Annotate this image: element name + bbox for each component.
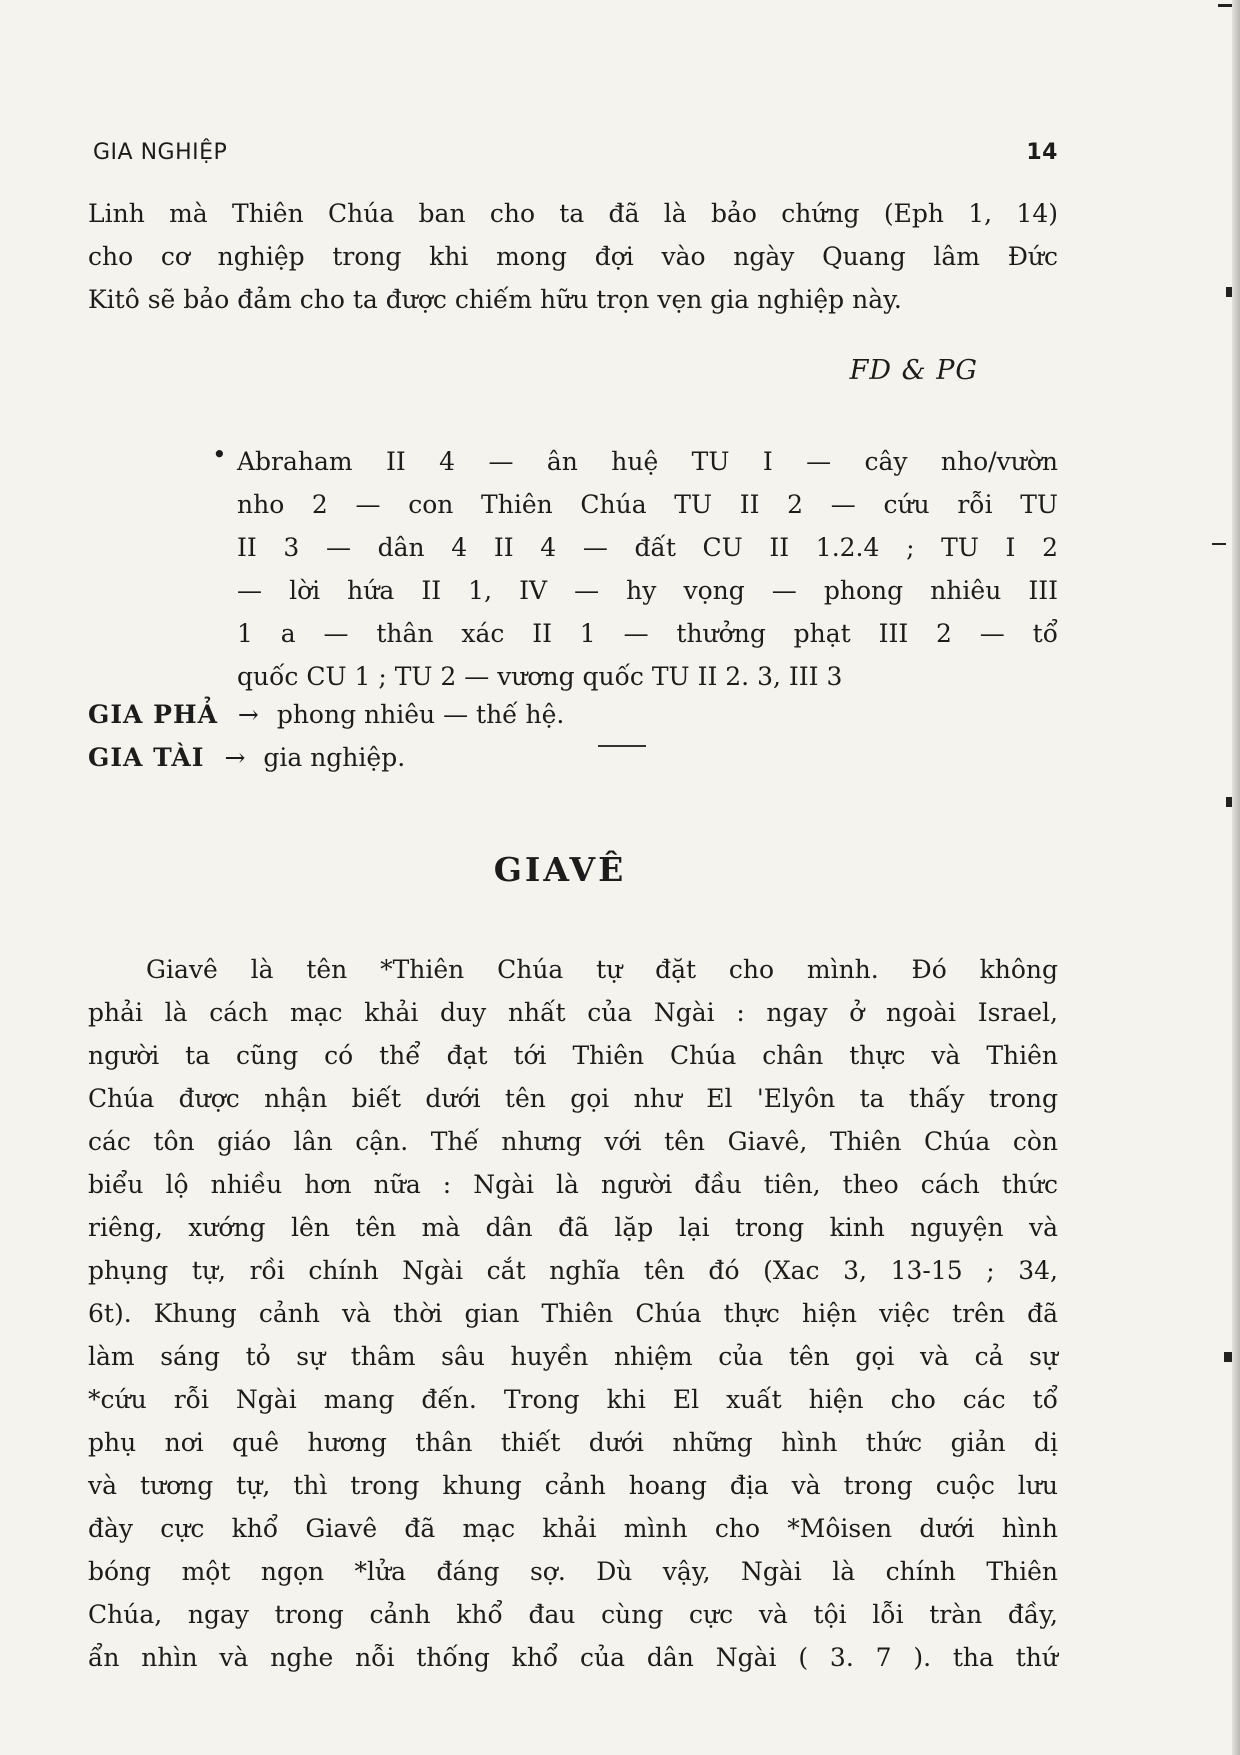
index-line: quốc CU 1 ; TU 2 — vương quốc TU II 2. 3, III 3 — [237, 662, 843, 691]
index-line: Abraham II 4 — ân huệ TU I — cây nho/vườn — [237, 447, 1058, 476]
section-title: GIAVÊ — [493, 850, 627, 889]
index-line: 1 a — thân xác II 1 — thưởng phạt III 2 — tổ — [237, 619, 1058, 648]
index-line: — lời hứa II 1, IV — hy vọng — phong nhiêu III — [237, 576, 1058, 605]
page-binding-edge — [1232, 0, 1240, 1755]
body-line: phụ nơi quê hương thân thiết dưới những hình thức giản dị — [88, 1428, 1058, 1457]
body-line: đày cực khổ Giavê đã mạc khải mình cho *Môisen dưới hình — [88, 1514, 1058, 1543]
body-line: ẩn nhìn và nghe nỗi thống khổ của dân Ngài ( 3. 7 ). tha thứ — [88, 1643, 1058, 1672]
running-header — [93, 140, 1058, 165]
body-line: *cứu rỗi Ngài mang đến. Trong khi El xuất hiện cho các tổ — [88, 1385, 1058, 1414]
entry-keyword: GIA PHẢ — [88, 700, 218, 729]
entry-keyword: GIA TÀI — [88, 743, 205, 772]
arrow-right-icon: → — [224, 743, 246, 772]
body-line: phải là cách mạc khải duy nhất của Ngài : ngay ở ngoài Israel, — [88, 998, 1058, 1027]
intro-paragraph — [88, 192, 1058, 321]
scan-edge-mark — [1212, 543, 1226, 545]
running-title: GIA NGHIỆP — [93, 140, 228, 165]
entry-target: gia nghiệp. — [263, 743, 406, 772]
body-line: phụng tự, rồi chính Ngài cắt nghĩa tên đó (Xac 3, 13-15 ; 34, — [88, 1256, 1058, 1285]
body-line: 6t). Khung cảnh và thời gian Thiên Chúa thực hiện việc trên đã — [88, 1299, 1058, 1328]
author-signature: FD & PG — [849, 355, 978, 386]
arrow-right-icon: → — [237, 700, 259, 729]
body-line: riêng, xướng lên tên mà dân đã lặp lại trong kinh nguyện và — [88, 1213, 1058, 1242]
body-line: và tương tự, thì trong khung cảnh hoang địa và trong cuộc lưu — [88, 1471, 1058, 1500]
body-line: Giavê là tên *Thiên Chúa tự đặt cho mình. Đó không — [146, 955, 1058, 984]
cross-reference-index — [212, 440, 1058, 698]
intro-line: Linh mà Thiên Chúa ban cho ta đã là bảo chứng (Eph 1, 14) — [88, 199, 1058, 228]
body-line: biểu lộ nhiều hơn nữa : Ngài là người đầu tiên, theo cách thức — [88, 1170, 1058, 1199]
entry-gia-pha — [88, 700, 564, 729]
index-line: II 3 — dân 4 II 4 — đất CU II 1.2.4 ; TU I 2 — [237, 533, 1058, 562]
body-line: Chúa được nhận biết dưới tên gọi như El 'Elyôn ta thấy trong — [88, 1084, 1058, 1113]
body-line: các tôn giáo lân cận. Thế nhưng với tên Giavê, Thiên Chúa còn — [88, 1127, 1058, 1156]
body-line: Chúa, ngay trong cảnh khổ đau cùng cực và tội lỗi tràn đầy, — [88, 1600, 1058, 1629]
end-dash — [598, 745, 646, 747]
body-line: bóng một ngọn *lửa đáng sợ. Dù vậy, Ngài là chính Thiên — [88, 1557, 1058, 1586]
entry-gia-tai — [88, 743, 405, 772]
body-line: người ta cũng có thể đạt tới Thiên Chúa chân thực và Thiên — [88, 1041, 1058, 1070]
body-line: làm sáng tỏ sự thâm sâu huyền nhiệm của tên gọi và cả sự — [88, 1342, 1058, 1371]
entry-target: phong nhiêu — thế hệ. — [276, 700, 565, 729]
intro-line: cho cơ nghiệp trong khi mong đợi vào ngày Quang lâm Đức — [88, 242, 1058, 271]
index-line: nho 2 — con Thiên Chúa TU II 2 — cứu rỗi TU — [237, 490, 1058, 519]
page-number: 14 — [1026, 140, 1058, 165]
section-body — [88, 948, 1058, 1679]
bullet-icon: • — [212, 440, 227, 469]
intro-line: Kitô sẽ bảo đảm cho ta được chiếm hữu trọn vẹn gia nghiệp này. — [88, 285, 902, 314]
